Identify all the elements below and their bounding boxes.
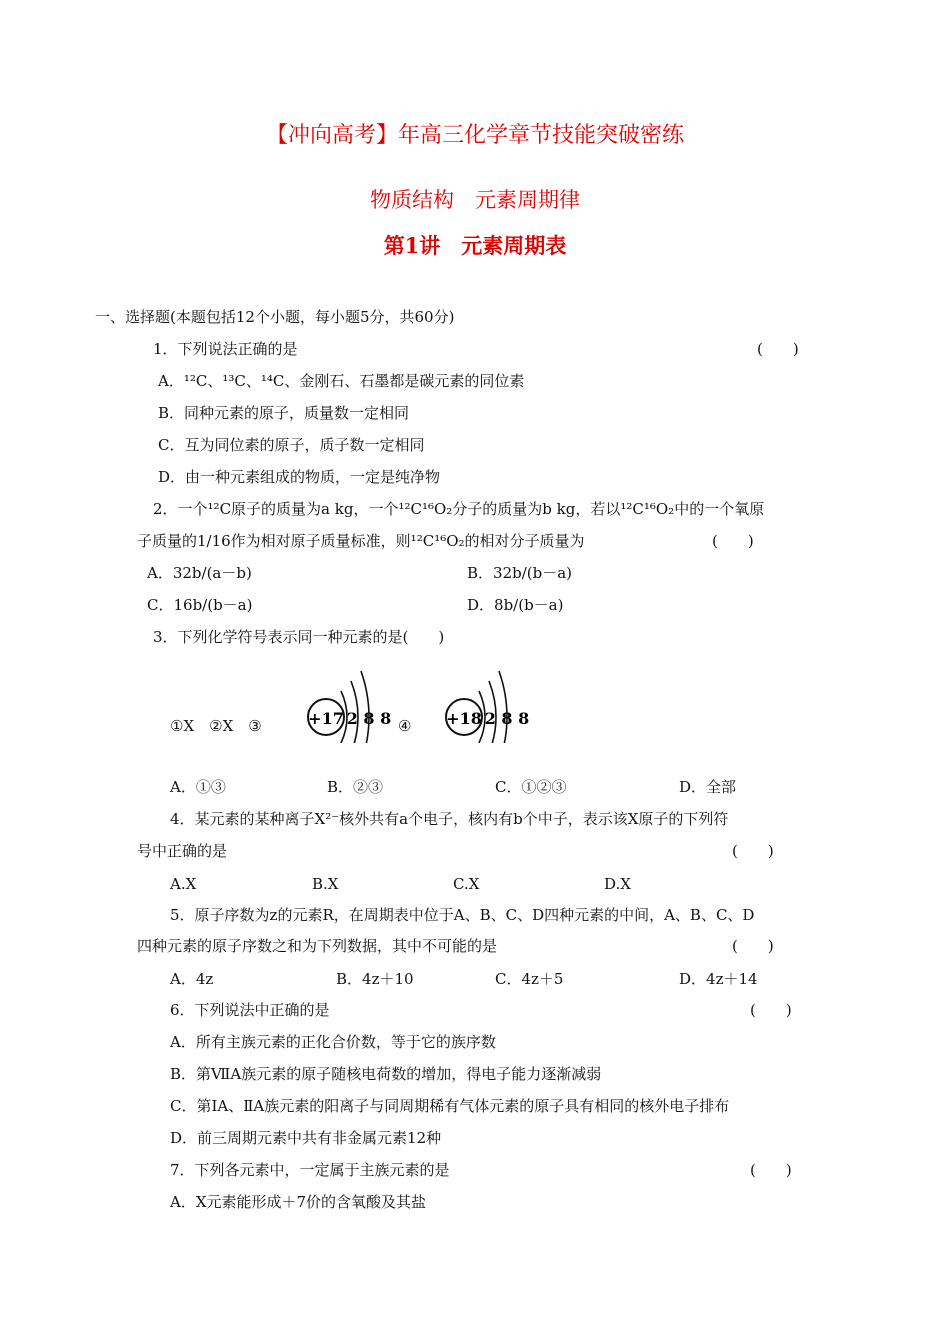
q2-option-a: A．32b/(a－b)	[147, 564, 252, 582]
q5-answer-paren: ( )	[732, 937, 774, 955]
q3-option-b: B．②③	[327, 778, 384, 796]
q4-answer-paren: ( )	[732, 842, 774, 860]
q2-stem-line2: 子质量的1/16作为相对原子质量标准，则¹²C¹⁶O₂的相对分子质量为	[137, 532, 585, 550]
q4-option-c: C.X	[453, 875, 480, 893]
q2-option-c: C．16b/(b－a)	[147, 596, 253, 614]
q2-answer-paren: ( )	[712, 532, 754, 550]
q3-item4: ④	[398, 717, 412, 735]
q4-stem-line2: 号中正确的是	[137, 842, 228, 860]
q5-option-c: C．4z＋5	[495, 970, 564, 988]
q6-option-b: B．第ⅦA族元素的原子随核电荷数的增加，得电子能力逐渐减弱	[170, 1065, 602, 1083]
q7-answer-paren: ( )	[750, 1161, 792, 1179]
q4-option-a: A.X	[170, 875, 197, 893]
q3-items: ①X ②X ③	[170, 717, 262, 735]
atom-structure-diagram-2	[443, 669, 538, 743]
q1-option-c: C．互为同位素的原子，质子数一定相同	[158, 436, 425, 454]
q1-option-d: D．由一种元素组成的物质，一定是纯净物	[158, 468, 441, 486]
q1-answer-paren: ( )	[757, 340, 799, 358]
q4-option-d: D.X	[604, 875, 631, 893]
q4-option-b: B.X	[312, 875, 339, 893]
q7-option-a: A．X元素能形成＋7价的含氧酸及其盐	[170, 1193, 427, 1211]
q7-stem: 7．下列各元素中，一定属于主族元素的是	[170, 1161, 450, 1179]
q3-option-c: C．①②③	[495, 778, 567, 796]
q6-option-a: A．所有主族元素的正化合价数，等于它的族序数	[170, 1033, 496, 1051]
q6-stem: 6．下列说法中正确的是	[170, 1001, 330, 1019]
document-title: 【冲向高考】年高三化学章节技能突破密练	[265, 123, 684, 148]
q6-option-d: D．前三周期元素中共有非金属元素12种	[170, 1129, 442, 1147]
q5-option-a: A．4z	[170, 970, 214, 988]
q6-option-c: C．第ⅠA、ⅡA族元素的阳离子与同周期稀有气体元素的原子具有相同的核外电子排布	[170, 1097, 730, 1115]
document-subtitle: 物质结构 元素周期律	[370, 188, 580, 212]
q2-option-b: B．32b/(b－a)	[467, 564, 573, 582]
q5-option-b: B．4z＋10	[336, 970, 414, 988]
atom2-shells: 2 8 8	[484, 709, 530, 728]
q5-option-d: D．4z＋14	[679, 970, 758, 988]
q1-stem: 1．下列说法正确的是	[153, 340, 298, 358]
atom1-shells: 2 8 8	[346, 709, 392, 728]
q5-stem-line2: 四种元素的原子序数之和为下列数据，其中不可能的是	[137, 937, 498, 955]
q2-option-d: D．8b/(b－a)	[467, 596, 564, 614]
q3-stem: 3．下列化学符号表示同一种元素的是( )	[153, 628, 445, 646]
atom-structure-diagram-1	[305, 669, 400, 743]
lecture-title: 第1讲 元素周期表	[383, 233, 567, 258]
atom2-nucleus: +18	[446, 709, 482, 728]
q1-option-b: B．同种元素的原子，质量数一定相同	[158, 404, 410, 422]
section-heading: 一、选择题(本题包括12个小题，每小题5分，共60分)	[95, 308, 455, 326]
q6-answer-paren: ( )	[750, 1001, 792, 1019]
q1-option-a: A．¹²C、¹³C、¹⁴C、金刚石、石墨都是碳元素的同位素	[158, 372, 525, 390]
q2-stem-line1: 2．一个¹²C原子的质量为a kg，一个¹²C¹⁶O₂分子的质量为b kg，若以¹²C¹⁶O₂中的一个氧原	[153, 500, 765, 518]
q4-stem-line1: 4．某元素的某种离子X²⁻核外共有a个电子，核内有b个中子，表示该X原子的下列符	[170, 810, 729, 828]
atom1-nucleus: +17	[308, 709, 344, 728]
q5-stem-line1: 5．原子序数为z的元素R，在周期表中位于A、B、C、D四种元素的中间，A、B、C、D	[170, 906, 755, 924]
q3-option-d: D．全部	[679, 778, 737, 796]
q3-option-a: A．①③	[170, 778, 226, 796]
